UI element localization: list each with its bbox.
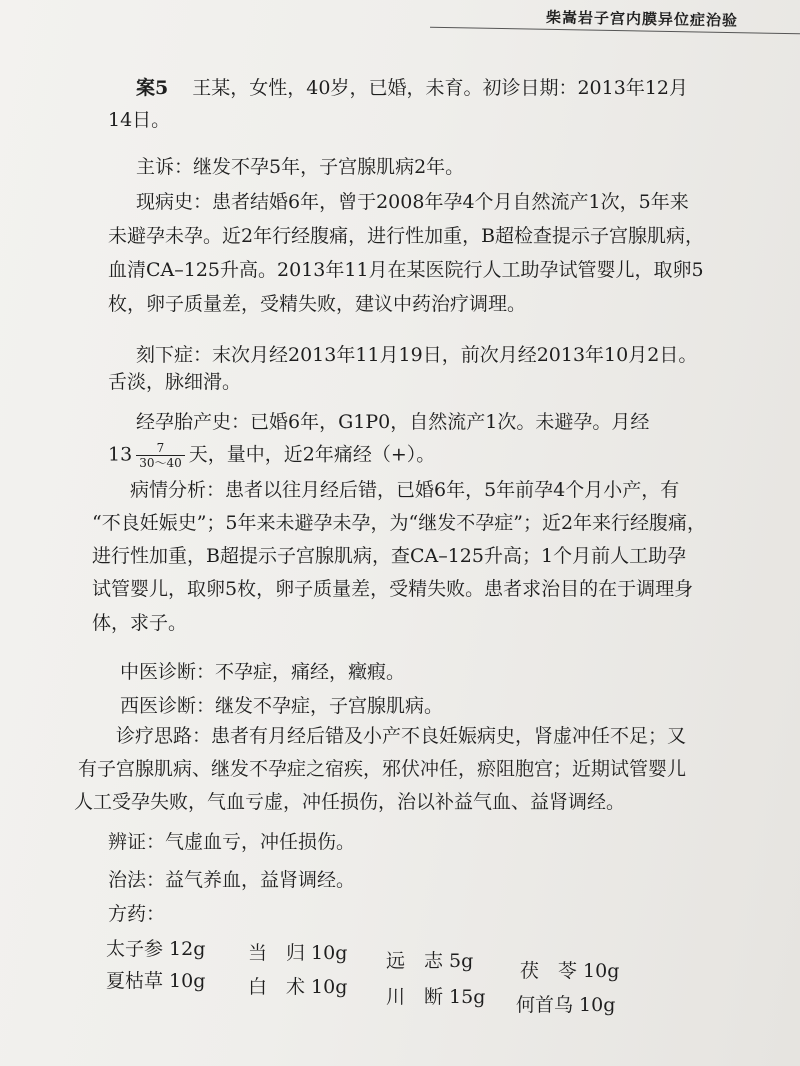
case-label: 案5: [136, 77, 169, 99]
obstetric-line-1: 经孕胎产史：已婚6年，G1P0，自然流产1次。未避孕。月经: [136, 411, 650, 433]
menses-age: 13: [108, 443, 133, 466]
herb-heshouwu: 何首乌 10g: [516, 994, 616, 1016]
prescription-label: 方药：: [108, 903, 166, 925]
analysis-line-1: 病情分析：患者以往月经后错，已婚6年，5年前孕4个月小产，有: [130, 479, 680, 501]
history-line-3: 血清CA–125升高。2013年11月在某医院行人工助孕试管婴儿，取卵5: [108, 259, 704, 281]
herb-taizishen: 太子参 12g: [106, 938, 206, 960]
menses-fraction: [136, 441, 185, 470]
analysis-line-4: 试管婴儿，取卵5枚，卵子质量差，受精失败。患者求治目的在于调理身: [92, 578, 694, 600]
menses-cycle: 30～40: [139, 456, 182, 470]
analysis-line-2: “不良妊娠史”；5年来未避孕未孕，为“继发不孕症”；近2年来行经腹痛，: [92, 512, 707, 534]
thinking-line-2: 有子宫腺肌病、继发不孕症之宿疾，邪伏冲任，瘀阻胞宫；近期试管婴儿: [78, 758, 687, 780]
case-intro: 王某，女性，40岁，已婚，未育。初诊日期：2013年12月: [192, 77, 688, 99]
case-title-line: [136, 76, 688, 100]
analysis-line-5: 体，求子。: [92, 612, 188, 634]
history-line-1: 现病史：患者结婚6年，曾于2008年孕4个月自然流产1次，5年来: [136, 191, 689, 213]
present-line-1: 刻下症：末次月经2013年11月19日，前次月经2013年10月2日。: [136, 344, 698, 366]
history-line-4: 枚，卵子质量差，受精失败，建议中药治疗调理。: [108, 293, 527, 315]
thinking-line-1: 诊疗思路：患者有月经后错及小产不良妊娠病史，肾虚冲任不足；又: [116, 725, 687, 747]
herb-baizhu: 白 术 10g: [248, 976, 348, 998]
menses-rest: 天，量中，近2年痛经（+）。: [188, 443, 436, 466]
menses-duration: 7: [136, 441, 185, 456]
history-line-2: 未避孕未孕。近2年行经腹痛，进行性加重，B超检查提示子宫腺肌病，: [108, 225, 705, 247]
herb-xiakucao: 夏枯草 10g: [106, 970, 206, 992]
herb-yuanzhi: 远 志 5g: [386, 950, 474, 972]
herb-chuanduan: 川 断 15g: [386, 986, 486, 1008]
herb-danggui: 当 归 10g: [248, 942, 348, 964]
western-diagnosis: 西医诊断：继发不孕症，子宫腺肌病。: [120, 695, 444, 717]
running-header: 柴嵩岩子宫内膜异位症治验: [545, 8, 739, 30]
herb-fuling: 茯 苓 10g: [520, 960, 620, 982]
syndrome: 辨证：气虚血亏，冲任损伤。: [108, 831, 356, 853]
analysis-line-3: 进行性加重，B超提示子宫腺肌病，查CA–125升高；1个月前人工助孕: [92, 545, 687, 567]
therapy: 治法：益气养血，益肾调经。: [108, 869, 356, 891]
obstetric-line-2: [108, 441, 435, 470]
case-intro-cont: 14日。: [108, 109, 171, 131]
chief-complaint: 主诉：继发不孕5年，子宫腺肌病2年。: [136, 156, 465, 178]
tcm-diagnosis: 中医诊断：不孕症，痛经，癥瘕。: [120, 661, 406, 683]
present-line-2: 舌淡，脉细滑。: [108, 371, 242, 393]
thinking-line-3: 人工受孕失败，气血亏虚，冲任损伤，治以补益气血、益肾调经。: [74, 791, 626, 813]
